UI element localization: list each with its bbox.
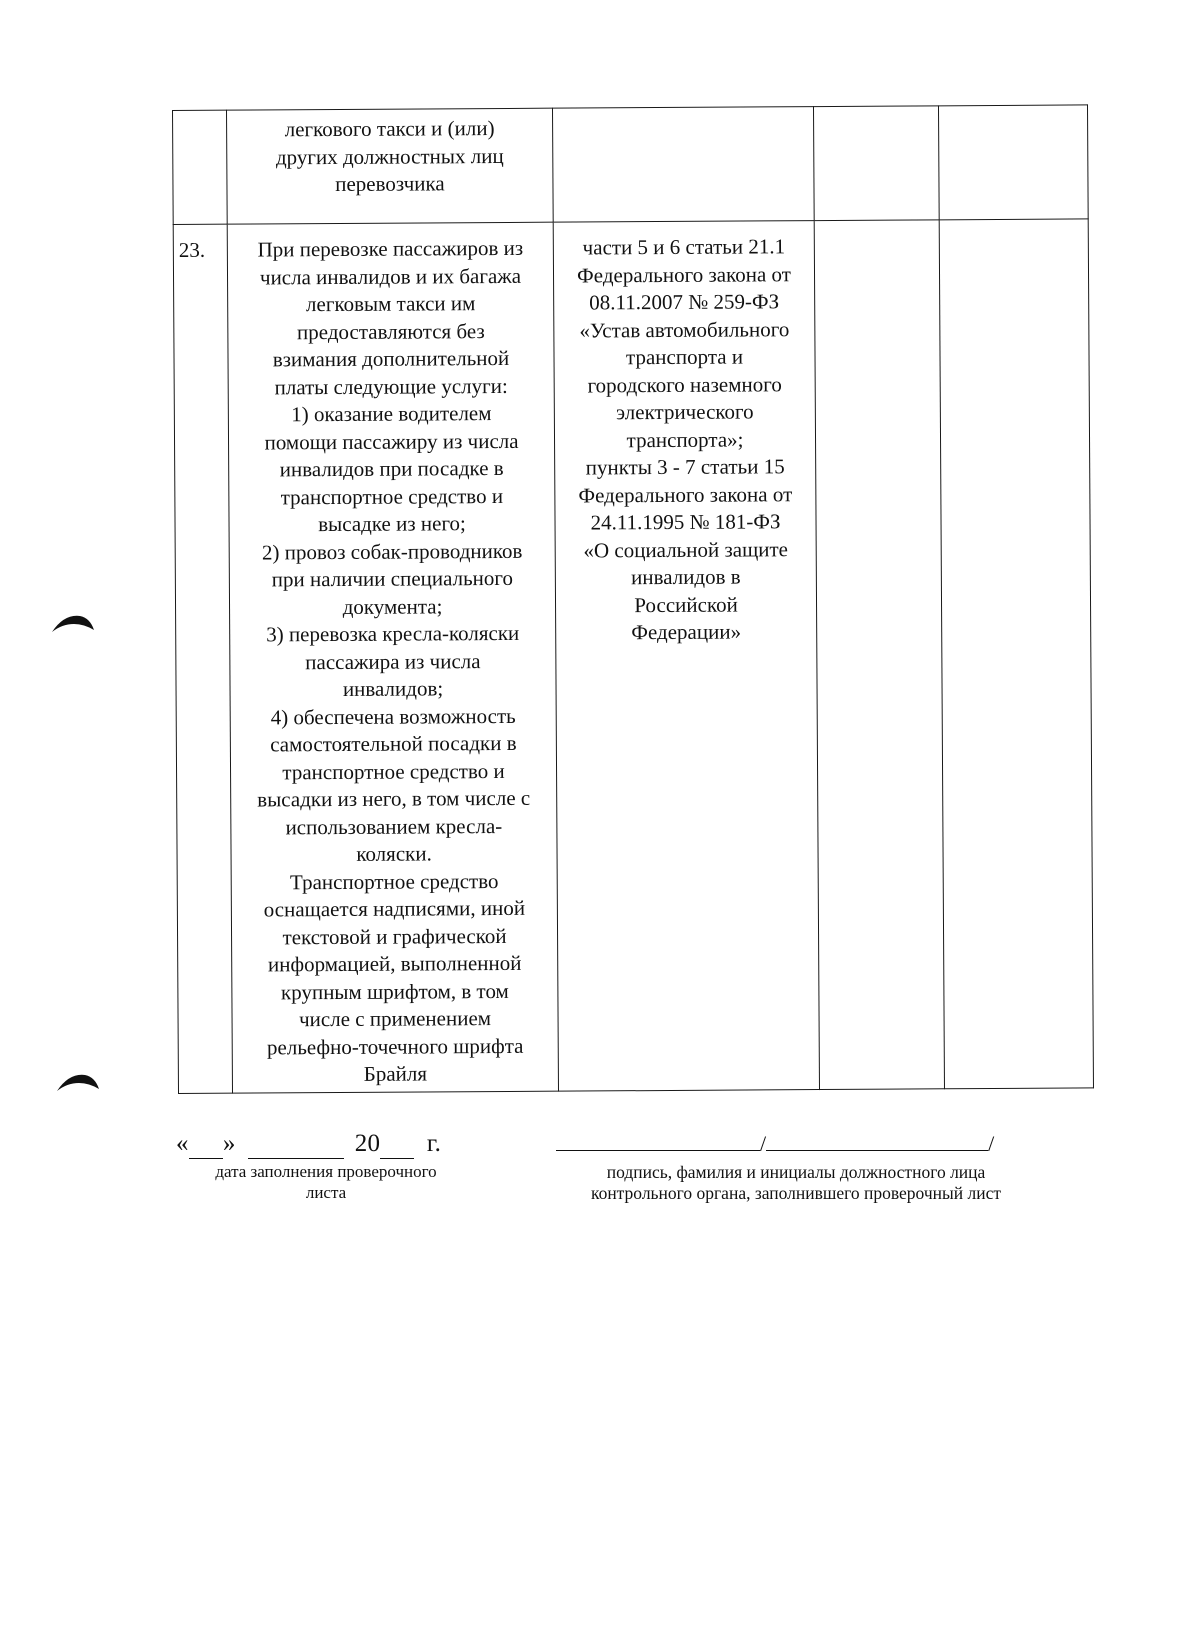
requirement-line: взимания дополнительной	[272, 345, 510, 372]
requirement-line: крупным шрифтом, в том	[280, 978, 509, 1004]
day-blank[interactable]	[189, 1130, 223, 1159]
reference-cell	[553, 221, 819, 1092]
requirement-line: самостоятельной посадки в	[270, 730, 517, 757]
requirement-line: При перевозке пассажиров из	[257, 235, 524, 262]
requirement-cell	[227, 222, 558, 1093]
caption-line: дата заполнения проверочного	[215, 1162, 437, 1181]
caption-line: контрольного органа, заполнившего проверочный лист	[590, 1183, 1002, 1203]
checklist-table	[172, 104, 1094, 1094]
reference-line: «О социальной защите	[583, 536, 789, 562]
date-open-quote: «	[176, 1130, 189, 1157]
reference-line: 08.11.2007 № 259-ФЗ	[589, 289, 780, 315]
requirement-line: предоставляются без	[296, 318, 485, 344]
requirement-line: документа;	[342, 593, 443, 619]
requirement-cell	[227, 108, 554, 224]
reference-line: Федерального закона от	[578, 481, 793, 508]
requirement-line: числа инвалидов и их багажа	[259, 263, 522, 289]
year-suffix: г.	[426, 1130, 442, 1157]
requirement-line: оснащается надписями, иной	[263, 895, 526, 922]
caption-line: листа	[305, 1183, 347, 1202]
signature-blank[interactable]	[556, 1128, 760, 1151]
requirement-line: Брайля	[363, 1061, 428, 1086]
reference-line: Федерации»	[631, 619, 742, 645]
requirement-line: других должностных лиц	[275, 143, 504, 169]
table-row	[173, 105, 1089, 225]
requirement-line: транспортное средство и	[282, 758, 505, 784]
requirement-line: помощи пассажиру из числа	[264, 428, 519, 454]
table-row	[173, 219, 1093, 1094]
reference-line: городского наземного	[587, 371, 782, 397]
requirement-line: 4) обеспечена возможность	[270, 703, 516, 729]
empty-answer-cell	[813, 106, 939, 221]
signature-block	[556, 1128, 1036, 1204]
punch-hole-mark-upper	[50, 612, 96, 636]
requirement-line: текстовой и графической	[282, 923, 507, 949]
year-blank[interactable]	[380, 1130, 414, 1159]
signature-separator-end: /	[988, 1131, 995, 1156]
reference-line: инвалидов в	[630, 564, 741, 590]
requirement-line: перевозчика	[335, 171, 445, 197]
reference-line: пункты 3 - 7 статьи 15	[585, 454, 785, 480]
requirement-line: рельефно-точечного шрифта	[266, 1033, 524, 1059]
requirement-line: 1) оказание водителем	[291, 401, 492, 427]
requirement-line: использованием кресла-	[285, 813, 503, 839]
reference-line: транспорта»;	[626, 427, 744, 452]
reference-line: 24.11.1995 № 181-ФЗ	[590, 509, 781, 535]
requirement-line: высадке из него;	[318, 511, 466, 537]
month-blank[interactable]	[248, 1130, 344, 1159]
requirement-line: инвалидов при посадке в	[279, 455, 504, 482]
date-block	[176, 1130, 476, 1203]
reference-line: транспорта и	[625, 344, 744, 370]
requirement-line: пассажира из числа	[305, 648, 481, 674]
name-initials-blank[interactable]	[766, 1128, 988, 1151]
reference-line: Федерального закона от	[577, 261, 791, 288]
row-number-cell	[173, 110, 228, 224]
signature-separator: /	[760, 1131, 767, 1156]
empty-answer-cell	[814, 220, 944, 1090]
date-caption	[176, 1161, 476, 1203]
signature-caption	[556, 1162, 1036, 1204]
requirement-line: коляски.	[356, 841, 432, 866]
requirement-line: легкового такси и (или)	[284, 116, 495, 142]
empty-note-cell	[938, 105, 1088, 220]
reference-line: Российской	[634, 592, 738, 617]
reference-line: части 5 и 6 статьи 21.1	[582, 234, 786, 260]
empty-note-cell	[939, 219, 1093, 1089]
requirement-line: транспортное средство и	[280, 483, 504, 509]
reference-cell	[552, 107, 814, 223]
requirement-line: платы следующие услуги:	[274, 373, 508, 399]
date-fill-line	[176, 1130, 476, 1159]
requirement-line: 3) перевозка кресла-коляски	[266, 620, 520, 647]
requirement-line: легковым такси им	[305, 291, 476, 317]
requirement-line: высадки из него, в том числе с	[257, 785, 531, 812]
reference-line: электрического	[616, 399, 754, 425]
caption-line: подпись, фамилия и инициалы должностного лица	[606, 1162, 986, 1182]
requirement-line: информацией, выполненной	[267, 950, 522, 977]
row-number-cell: 23.	[173, 224, 232, 1093]
reference-line: «Устав автомобильного	[579, 316, 790, 343]
requirement-line: инвалидов;	[342, 676, 444, 701]
year-prefix: 20	[354, 1130, 381, 1157]
date-close-quote: »	[222, 1130, 236, 1157]
requirement-line: при наличии специального	[271, 565, 514, 592]
requirement-line: 2) провоз собак-проводников	[261, 538, 523, 564]
punch-hole-mark-lower	[55, 1071, 101, 1095]
requirement-line: Транспортное средство	[289, 868, 499, 894]
requirement-line: числе с применением	[298, 1006, 492, 1032]
signature-fill-line	[556, 1128, 1036, 1156]
